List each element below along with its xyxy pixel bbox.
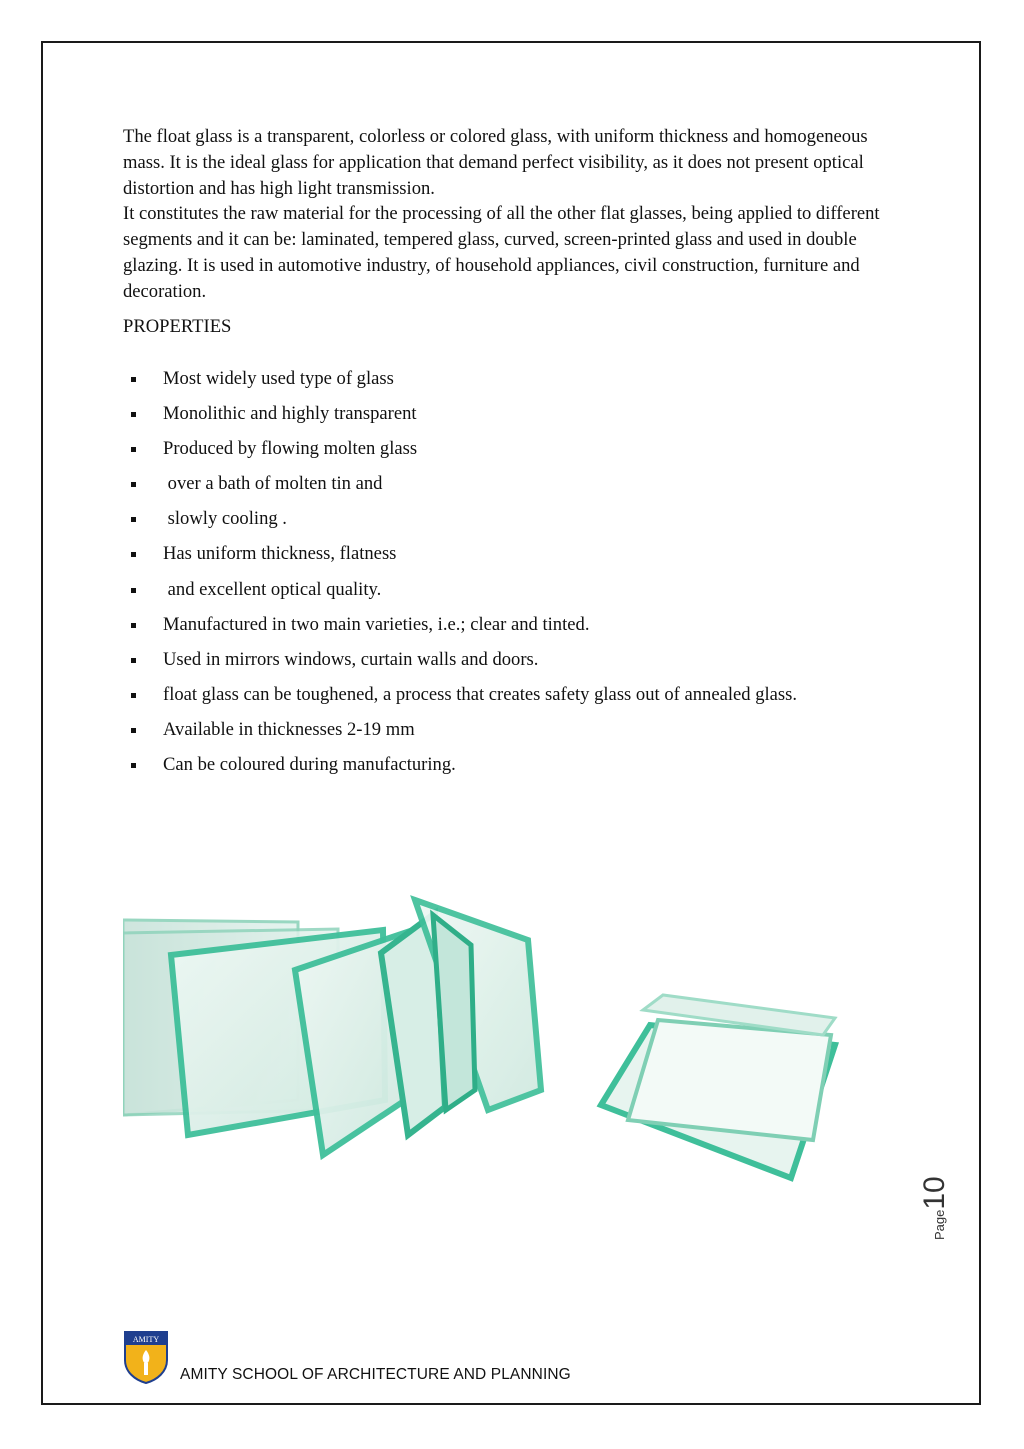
bullet-square-icon xyxy=(131,763,136,768)
bullet-square-icon xyxy=(131,377,136,382)
bullet-square-icon xyxy=(131,482,136,487)
list-item: Has uniform thickness, flatness xyxy=(123,542,797,577)
bullet-square-icon xyxy=(131,728,136,733)
list-item: and excellent optical quality. xyxy=(123,578,797,613)
list-item: Monolithic and highly transparent xyxy=(123,402,797,437)
page-number-value: 10 xyxy=(918,1176,951,1210)
svg-text:AMITY: AMITY xyxy=(132,1335,160,1344)
list-item: float glass can be toughened, a process that creates safety glass out of annealed glass. xyxy=(123,683,797,718)
list-item: over a bath of molten tin and xyxy=(123,472,797,507)
bullet-square-icon xyxy=(131,693,136,698)
page-number xyxy=(918,1150,958,1240)
float-glass-photo xyxy=(123,885,843,1195)
intro-text xyxy=(123,124,913,305)
footer-institution: AMITY SCHOOL OF ARCHITECTURE AND PLANNING xyxy=(180,1366,571,1383)
properties-list xyxy=(123,367,797,788)
bullet-square-icon xyxy=(131,552,136,557)
properties-heading: PROPERTIES xyxy=(123,316,232,337)
list-item: Used in mirrors windows, curtain walls and doors. xyxy=(123,648,797,683)
bullet-square-icon xyxy=(131,658,136,663)
amity-logo xyxy=(122,1330,170,1384)
list-item: Can be coloured during manufacturing. xyxy=(123,753,797,788)
intro-paragraph-2: It constitutes the raw material for the processing of all the other flat glasses, being applied to different segments and it can be: laminated, tempered glass, curved, screen-printed glass and used in double glazing. It is used in automotive industry, of household appliances, civil construction, furniture and decoration. xyxy=(123,203,880,302)
bullet-square-icon xyxy=(131,588,136,593)
bullet-square-icon xyxy=(131,623,136,628)
bullet-square-icon xyxy=(131,517,136,522)
list-item: Manufactured in two main varieties, i.e.; clear and tinted. xyxy=(123,613,797,648)
intro-paragraph-1: The float glass is a transparent, colorless or colored glass, with uniform thickness and homogeneous mass. It is the ideal glass for application that demand perfect visibility, as it does not present optical distortion and has high light transmission. xyxy=(123,126,868,199)
bullet-square-icon xyxy=(131,412,136,417)
list-item: Available in thicknesses 2-19 mm xyxy=(123,718,797,753)
list-item: Produced by flowing molten glass xyxy=(123,437,797,472)
bullet-square-icon xyxy=(131,447,136,452)
page-label: Page xyxy=(932,1209,947,1240)
list-item: Most widely used type of glass xyxy=(123,367,797,402)
list-item: slowly cooling . xyxy=(123,507,797,542)
